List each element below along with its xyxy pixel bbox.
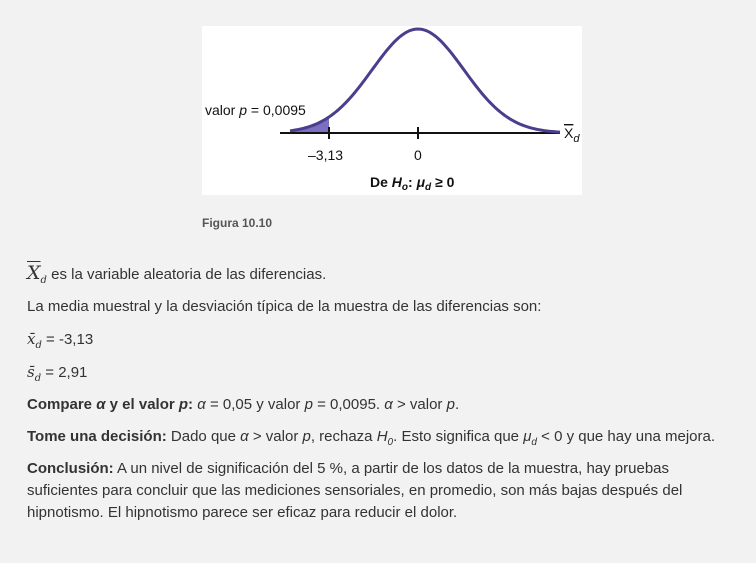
conclusion-label: Conclusión: xyxy=(27,460,114,477)
random-variable-line: $\overline{X}_d$ es la variable aleatoria de las diferencias. xyxy=(27,262,327,286)
normal-distribution-figure xyxy=(202,26,582,195)
normal-curve xyxy=(290,29,560,132)
compare-label: Compare α y el valor p: xyxy=(27,396,194,413)
sample-mean-line: $x̄_d = -3,13$ xyxy=(27,330,94,351)
xbar-symbol: $\overline{X}$ xyxy=(27,262,41,284)
conclusion-paragraph: Conclusión: A un nivel de significación del 5 %, a partir de los datos de la muestra, hay pruebas suficientes para concluir que las mediciones sensoriales, en promedio, son más bajas después del hipnotismo. El hipnotismo parece ser eficaz para reducir el dolor. xyxy=(27,460,683,521)
sample-sd-line: $s̄_d = 2,91$ xyxy=(27,363,88,384)
tick-label-left: –3,13 xyxy=(308,147,344,163)
explanation-text xyxy=(27,262,737,534)
hypothesis-label: De $H_o$: $\mu_d \ge 0$ xyxy=(370,174,455,193)
p-value-label: valor p = 0,0095 xyxy=(205,102,306,118)
decision-label: Tome una decisión: xyxy=(27,428,167,445)
figure-caption: Figura 10.10 xyxy=(202,216,273,230)
normal-curve-graph xyxy=(202,26,582,195)
tick-label-center: 0 xyxy=(414,147,422,163)
axis-variable-label: $X_d$ xyxy=(564,125,580,145)
sample-stats-intro: La media muestral y la desviación típica de la muestra de las diferencias son: xyxy=(27,298,542,315)
compare-paragraph: Compare α y el valor p: α = 0,05 y valor p = 0,0095. α > valor p. xyxy=(27,396,460,413)
decision-paragraph: Tome una decisión: Dado que α > valor p, rechaza $H_0$. Esto significa que $\mu_d < 0$ y que hay una mejora. xyxy=(27,428,715,448)
